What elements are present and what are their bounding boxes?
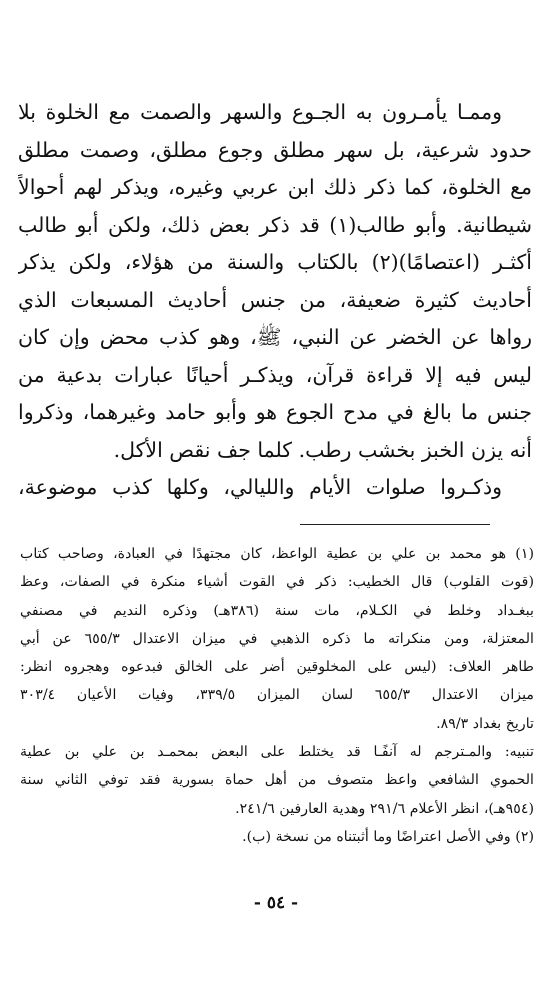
body-line-7: رواها عن الخضر عن النبي، ﷺ، وهو كذب محض وإن كان [18,325,532,349]
footnote-line-1: (١) هو محمد بن علي بن عطية الواعظ، كان مجتهدًا في العبادة، وصاحب كتاب [20,546,534,562]
body-line-9: جنس ما بالغ في مدح الجوع هو وأبو حامد وغيرهما، وذكروا [18,400,532,424]
footnote-line-4: المعتزلة، ومن منكراته ما ذكره الذهبي في ميزان الاعتدال ٦٥٥/٣ عن أبي [20,630,534,647]
footnote-line-6: ميزان الاعتدال ٦٥٥/٣ لسان الميزان ٣٣٩/٥، وفيات الأعيان ٣٠٣/٤ [20,687,534,704]
body-line-8: ليس فيه إلا قراءة قرآن، ويذكـر أحيانًا عبارات بدعية من [18,362,532,387]
footnote-line-5: طاهر العلاف: (ليس على المخلوقين أضر على الخالق فبدعوه وهجروه انظر: [20,659,534,676]
body-line-1: وممـا يأمـرون به الجـوع والسهر والصمت مع الخلوة بلا [18,100,502,124]
footnote-divider [300,524,490,525]
body-line-10: أنه يزن الخبز بخشب رطب. كلما جف نقص الأكل. [113,437,532,462]
body-line-5: أكثـر (اعتصامًا)(٢) بالكتاب والسنة من هؤلاء، ولكن يذكر [18,250,532,274]
footnote-line-3: ببغـداد وخلط في الكـلام، مات سنة (٣٨٦هـ) وذكره النديم في مصنفي [20,602,534,619]
footnote-line-9: الحموي الشافعي واعظ متصوف من أهل حماة بسورية فقد توفي الثاني سنة [20,772,534,789]
body-line-6: أحاديث كثيرة ضعيفة، من جنس أحاديث المسبعات الذي [18,287,532,312]
page-number: - ٥٤ - [253,893,299,913]
body-line-11: وذكـروا صلوات الأيام والليالي، وكلها كذب موضوعة، [18,475,502,499]
footnote-line-11: (٢) وفي الأصل اعتراضًا وما أثبتناه من نسخة (ب). [242,828,534,845]
body-line-2: حدود شرعية، بل سهر مطلق وجوع مطلق، وصمت مطلق [18,137,532,162]
body-line-4: شيطانية. وأبو طالب(١) قد ذكر بعض ذلك، ولكن أبو طالب [18,212,532,237]
footnote-line-8: تنبيه: والمـترجم له آنفًـا قد يختلط على البعض بمحمـد بن علي بن عطية [20,744,534,761]
main-body-text [18,94,532,507]
footnote-line-2: (قوت القلوب) قال الخطيب: ذكر في القوت أشياء منكرة في الصفات، وعظ [20,574,534,591]
footnote-line-7: تاريخ بغداد ٨٩/٣. [436,715,534,732]
body-line-3: مع الخلوة، كما ذكر ذلك ابن عربي وغيره، ويذكر لهم أحوالاً [18,175,532,199]
footnotes-section [20,540,534,851]
footnote-line-10: (٩٥٤هـ)، انظر الأعلام ٢٩١/٦ وهدية العارفين ٢٤١/٦. [235,800,534,817]
